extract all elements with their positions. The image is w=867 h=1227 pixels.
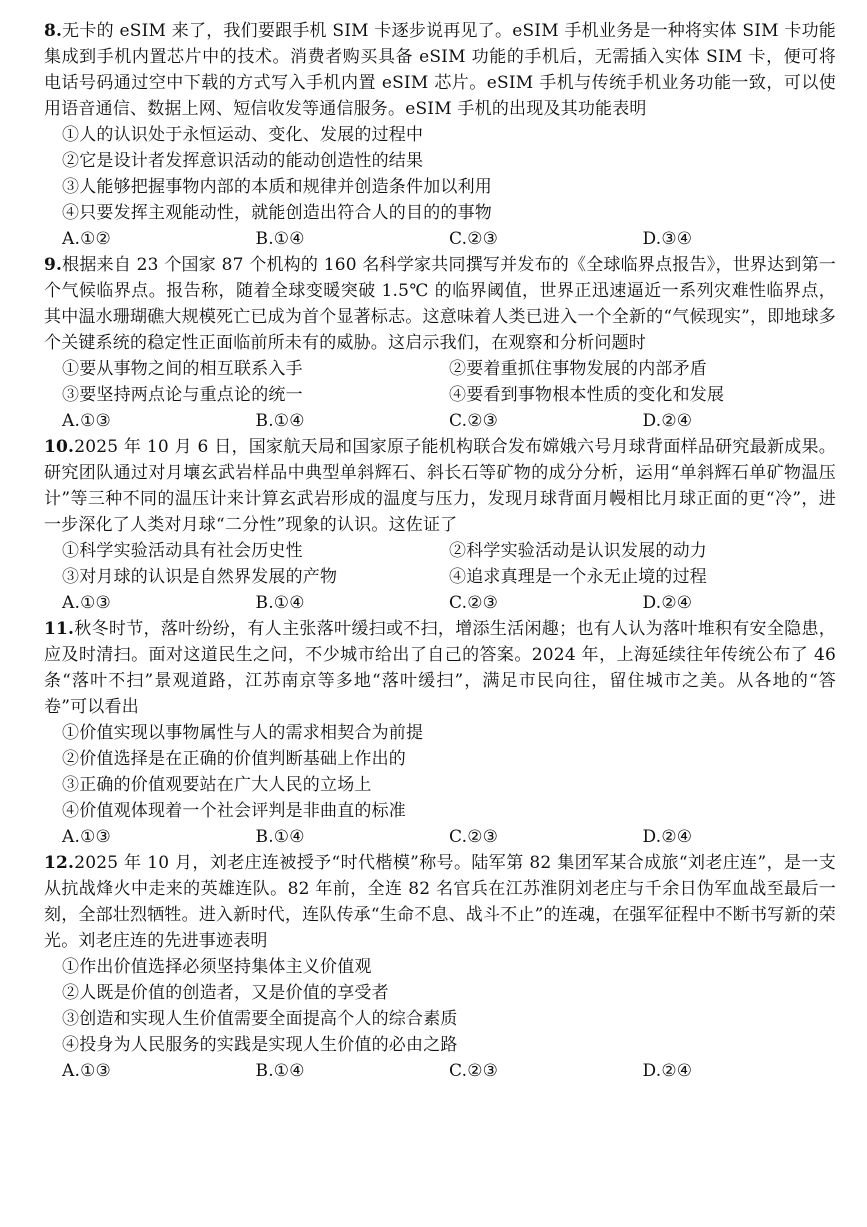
choice-a: A.①③	[62, 1061, 111, 1081]
choice-a: A.①③	[62, 593, 111, 613]
option: ③创造和实现人生价值需要全面提高个人的综合素质	[62, 1009, 458, 1029]
question-number: 10.	[44, 437, 75, 457]
option: ①人的认识处于永恒运动、变化、发展的过程中	[62, 125, 424, 145]
choice-c: C.②③	[449, 411, 499, 431]
choice-d: D.②④	[642, 593, 693, 613]
option-row	[44, 564, 836, 590]
exam-page	[44, 18, 836, 1084]
option: ④投身为人民服务的实践是实现人生价值的必由之路	[62, 1035, 458, 1055]
question-11	[44, 616, 836, 850]
choice-b: B.①④	[255, 1061, 305, 1081]
option: ③要坚持两点论与重点论的统一	[62, 385, 303, 405]
option: ①价值实现以事物属性与人的需求相契合为前提	[62, 723, 424, 743]
question-8	[44, 18, 836, 252]
question-text: 无卡的 eSIM 来了，我们要跟手机 SIM 卡逐步说再见了。eSIM 手机业务是一种将实体 SIM 卡功能集成到手机内置芯片中的技术。消费者购买具备 eSIM 功能的手机后，无需插入实体 SIM 卡，便可将电话号码通过空中下载的方式写入手机内置 eSIM 芯片。eSIM 手机与传统手机业务功能一致，可以使用语音通信、数据上网、短信收发等通信服务。eSIM 手机的出现及其功能表明	[44, 21, 836, 119]
answer-choices	[44, 1058, 836, 1084]
choice-a: A.①③	[62, 827, 111, 847]
option: ④追求真理是一个永无止境的过程	[449, 567, 707, 587]
choice-a: A.①②	[62, 229, 111, 249]
question-stem	[44, 18, 836, 122]
question-text: 2025 年 10 月，刘老庄连被授予“时代楷模”称号。陆军第 82 集团军某合成旅“刘老庄连”，是一支从抗战烽火中走来的英雄连队。82 年前，全连 82 名官兵在江苏淮阴刘老庄与千余日伪军血战至最后一刻，全部壮烈牺牲。进入新时代，连队传承“生命不息、战斗不止”的连魂，在强军征程中不断书写新的荣光。刘老庄连的先进事迹表明	[44, 853, 836, 951]
choice-c: C.②③	[449, 229, 499, 249]
option-row	[44, 382, 836, 408]
choice-c: C.②③	[449, 593, 499, 613]
question-number: 9.	[44, 255, 63, 275]
question-number: 11.	[44, 619, 75, 639]
choice-b: B.①④	[255, 229, 305, 249]
option: ③对月球的认识是自然界发展的产物	[62, 567, 338, 587]
question-9	[44, 252, 836, 434]
choice-b: B.①④	[255, 593, 305, 613]
choice-a: A.①③	[62, 411, 111, 431]
choice-c: C.②③	[449, 827, 499, 847]
answer-choices	[44, 590, 836, 616]
option: ④只要发挥主观能动性，就能创造出符合人的目的的事物	[62, 203, 492, 223]
choice-d: D.③④	[642, 229, 693, 249]
choice-d: D.②④	[642, 1061, 693, 1081]
option: ②它是设计者发挥意识活动的能动创造性的结果	[62, 151, 424, 171]
question-text: 根据来自 23 个国家 87 个机构的 160 名科学家共同撰写并发布的《全球临界点报告》，世界达到第一个气候临界点。报告称，随着全球变暖突破 1.5℃ 的临界阈值，世界正迅速逼近一系列灾难性临界点，其中温水珊瑚礁大规模死亡已成为首个显著标志。这意味着人类已进入一个全新的“气候现实”，即地球多个关键系统的稳定性正面临前所未有的威胁。这启示我们，在观察和分析问题时	[44, 255, 836, 353]
option: ③人能够把握事物内部的本质和规律并创造条件加以利用	[62, 177, 492, 197]
option: ①作出价值选择必须坚持集体主义价值观	[62, 957, 372, 977]
question-text: 2025 年 10 月 6 日，国家航天局和国家原子能机构联合发布嫦娥六号月球背面样品研究最新成果。研究团队通过对月壤玄武岩样品中典型单斜辉石、斜长石等矿物的成分分析，运用“单斜辉石单矿物温压计”等三种不同的温压计来计算玄武岩形成的温度与压力，发现月球背面月幔相比月球正面的更“冷”，进一步深化了人类对月球“二分性”现象的认识。这佐证了	[44, 437, 836, 535]
question-stem	[44, 616, 836, 720]
option: ②人既是价值的创造者，又是价值的享受者	[62, 983, 389, 1003]
question-stem	[44, 252, 836, 356]
choice-b: B.①④	[255, 827, 305, 847]
option: ①要从事物之间的相互联系入手	[62, 359, 303, 379]
option: ①科学实验活动具有社会历史性	[62, 541, 303, 561]
choice-d: D.②④	[642, 411, 693, 431]
question-number: 8.	[44, 21, 63, 41]
question-10	[44, 434, 836, 616]
option: ②科学实验活动是认识发展的动力	[449, 541, 707, 561]
question-12	[44, 850, 836, 1084]
option-row	[44, 538, 836, 564]
option: ②价值选择是在正确的价值判断基础上作出的	[62, 749, 406, 769]
answer-choices	[44, 824, 836, 850]
option: ③正确的价值观要站在广大人民的立场上	[62, 775, 372, 795]
option: ④价值观体现着一个社会评判是非曲直的标准	[62, 801, 406, 821]
question-number: 12.	[44, 853, 75, 873]
question-stem	[44, 850, 836, 954]
choice-c: C.②③	[449, 1061, 499, 1081]
answer-choices	[44, 226, 836, 252]
choice-d: D.②④	[642, 827, 693, 847]
question-stem	[44, 434, 836, 538]
choice-b: B.①④	[255, 411, 305, 431]
option-row	[44, 356, 836, 382]
option: ④要看到事物根本性质的变化和发展	[449, 385, 725, 405]
answer-choices	[44, 408, 836, 434]
question-text: 秋冬时节，落叶纷纷，有人主张落叶缓扫或不扫，增添生活闲趣；也有人认为落叶堆积有安全隐患，应及时清扫。面对这道民生之问，不少城市给出了自己的答案。2024 年，上海延续往年传统公布了 46 条“落叶不扫”景观道路，江苏南京等多地“落叶缓扫”，满足市民向往，留住城市之美。从各地的“答卷”可以看出	[44, 619, 836, 717]
option: ②要着重抓住事物发展的内部矛盾	[449, 359, 707, 379]
